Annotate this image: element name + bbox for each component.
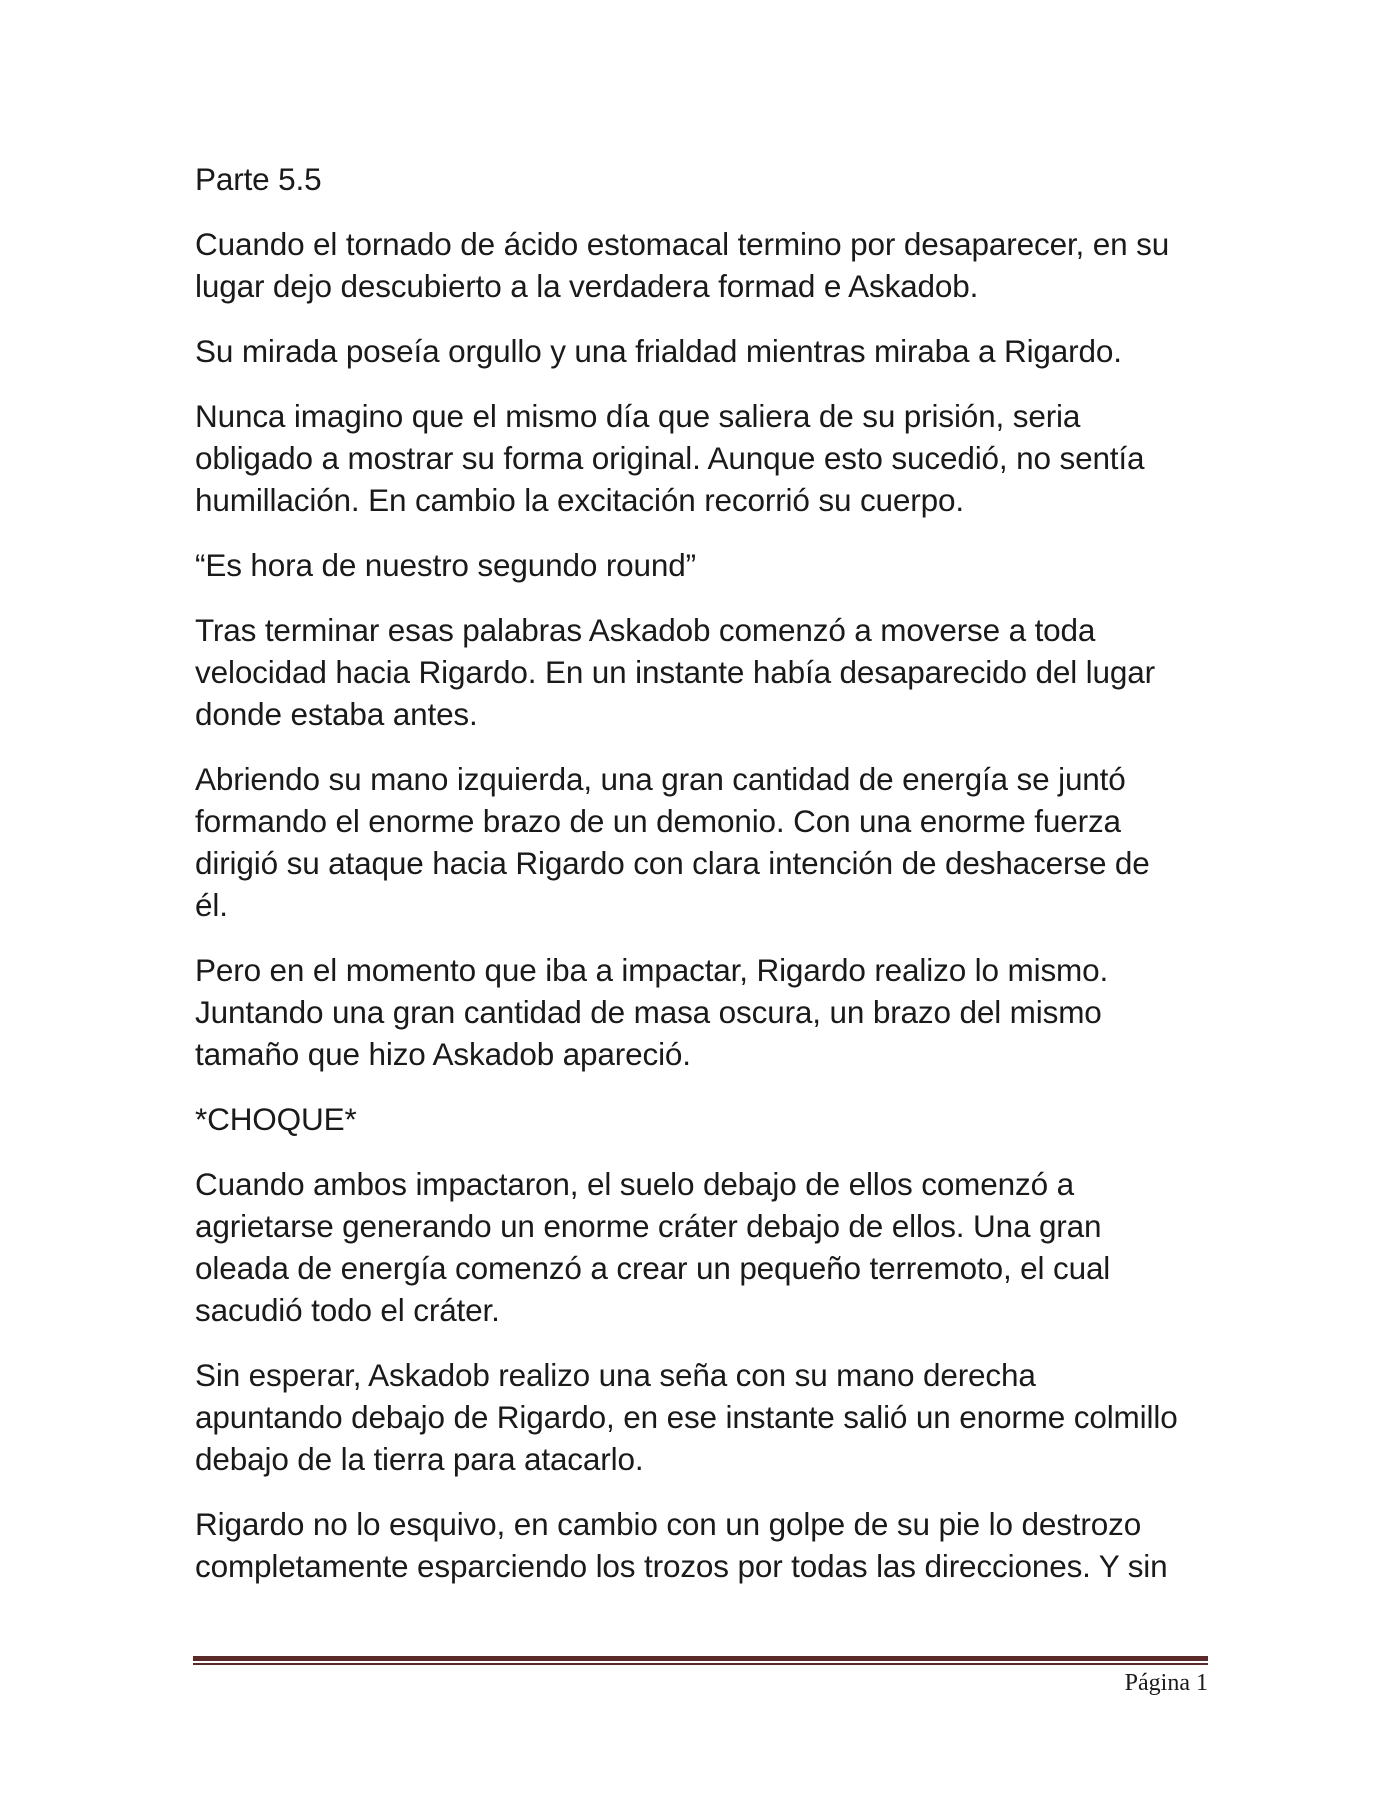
paragraph: Cuando el tornado de ácido estomacal termino por desaparecer, en su lugar dejo descubierto a la verdadera formad e Askadob. xyxy=(195,226,1170,304)
paragraph: “Es hora de nuestro segundo round” xyxy=(195,547,696,583)
footer-divider-thin-line xyxy=(193,1663,1208,1665)
document-body xyxy=(195,158,1215,1610)
footer-divider xyxy=(193,1656,1208,1665)
paragraph: Sin esperar, Askadob realizo una seña con su mano derecha apuntando debajo de Rigardo, en ese instante salió un enorme colmillo debajo de la tierra para atacarlo. xyxy=(195,1357,1178,1477)
section-heading: Parte 5.5 xyxy=(195,161,322,197)
page-number: Página 1 xyxy=(1124,1670,1208,1696)
paragraph: *CHOQUE* xyxy=(195,1101,357,1137)
paragraph: Rigardo no lo esquivo, en cambio con un golpe de su pie lo destrozo completamente esparciendo los trozos por todas las direcciones. Y sin xyxy=(195,1506,1168,1584)
paragraph: Nunca imagino que el mismo día que saliera de su prisión, seria obligado a mostrar su forma original. Aunque esto sucedió, no sentía humillación. En cambio la excitación recorrió su cuerpo. xyxy=(195,398,1145,518)
paragraph: Su mirada poseía orgullo y una frialdad mientras miraba a Rigardo. xyxy=(195,333,1122,369)
paragraph: Abriendo su mano izquierda, una gran cantidad de energía se juntó formando el enorme brazo de un demonio. Con una enorme fuerza dirigió su ataque hacia Rigardo con clara intención de deshacerse de él. xyxy=(195,761,1150,923)
paragraph: Tras terminar esas palabras Askadob comenzó a moverse a toda velocidad hacia Rigardo. En un instante había desaparecido del lugar donde estaba antes. xyxy=(195,612,1155,732)
paragraph: Cuando ambos impactaron, el suelo debajo de ellos comenzó a agrietarse generando un enorme cráter debajo de ellos. Una gran oleada de energía comenzó a crear un pequeño terremoto, el cual sacudió todo el cráter. xyxy=(195,1166,1111,1328)
paragraph: Pero en el momento que iba a impactar, Rigardo realizo lo mismo. Juntando una gran cantidad de masa oscura, un brazo del mismo tamaño que hizo Askadob apareció. xyxy=(195,952,1109,1072)
